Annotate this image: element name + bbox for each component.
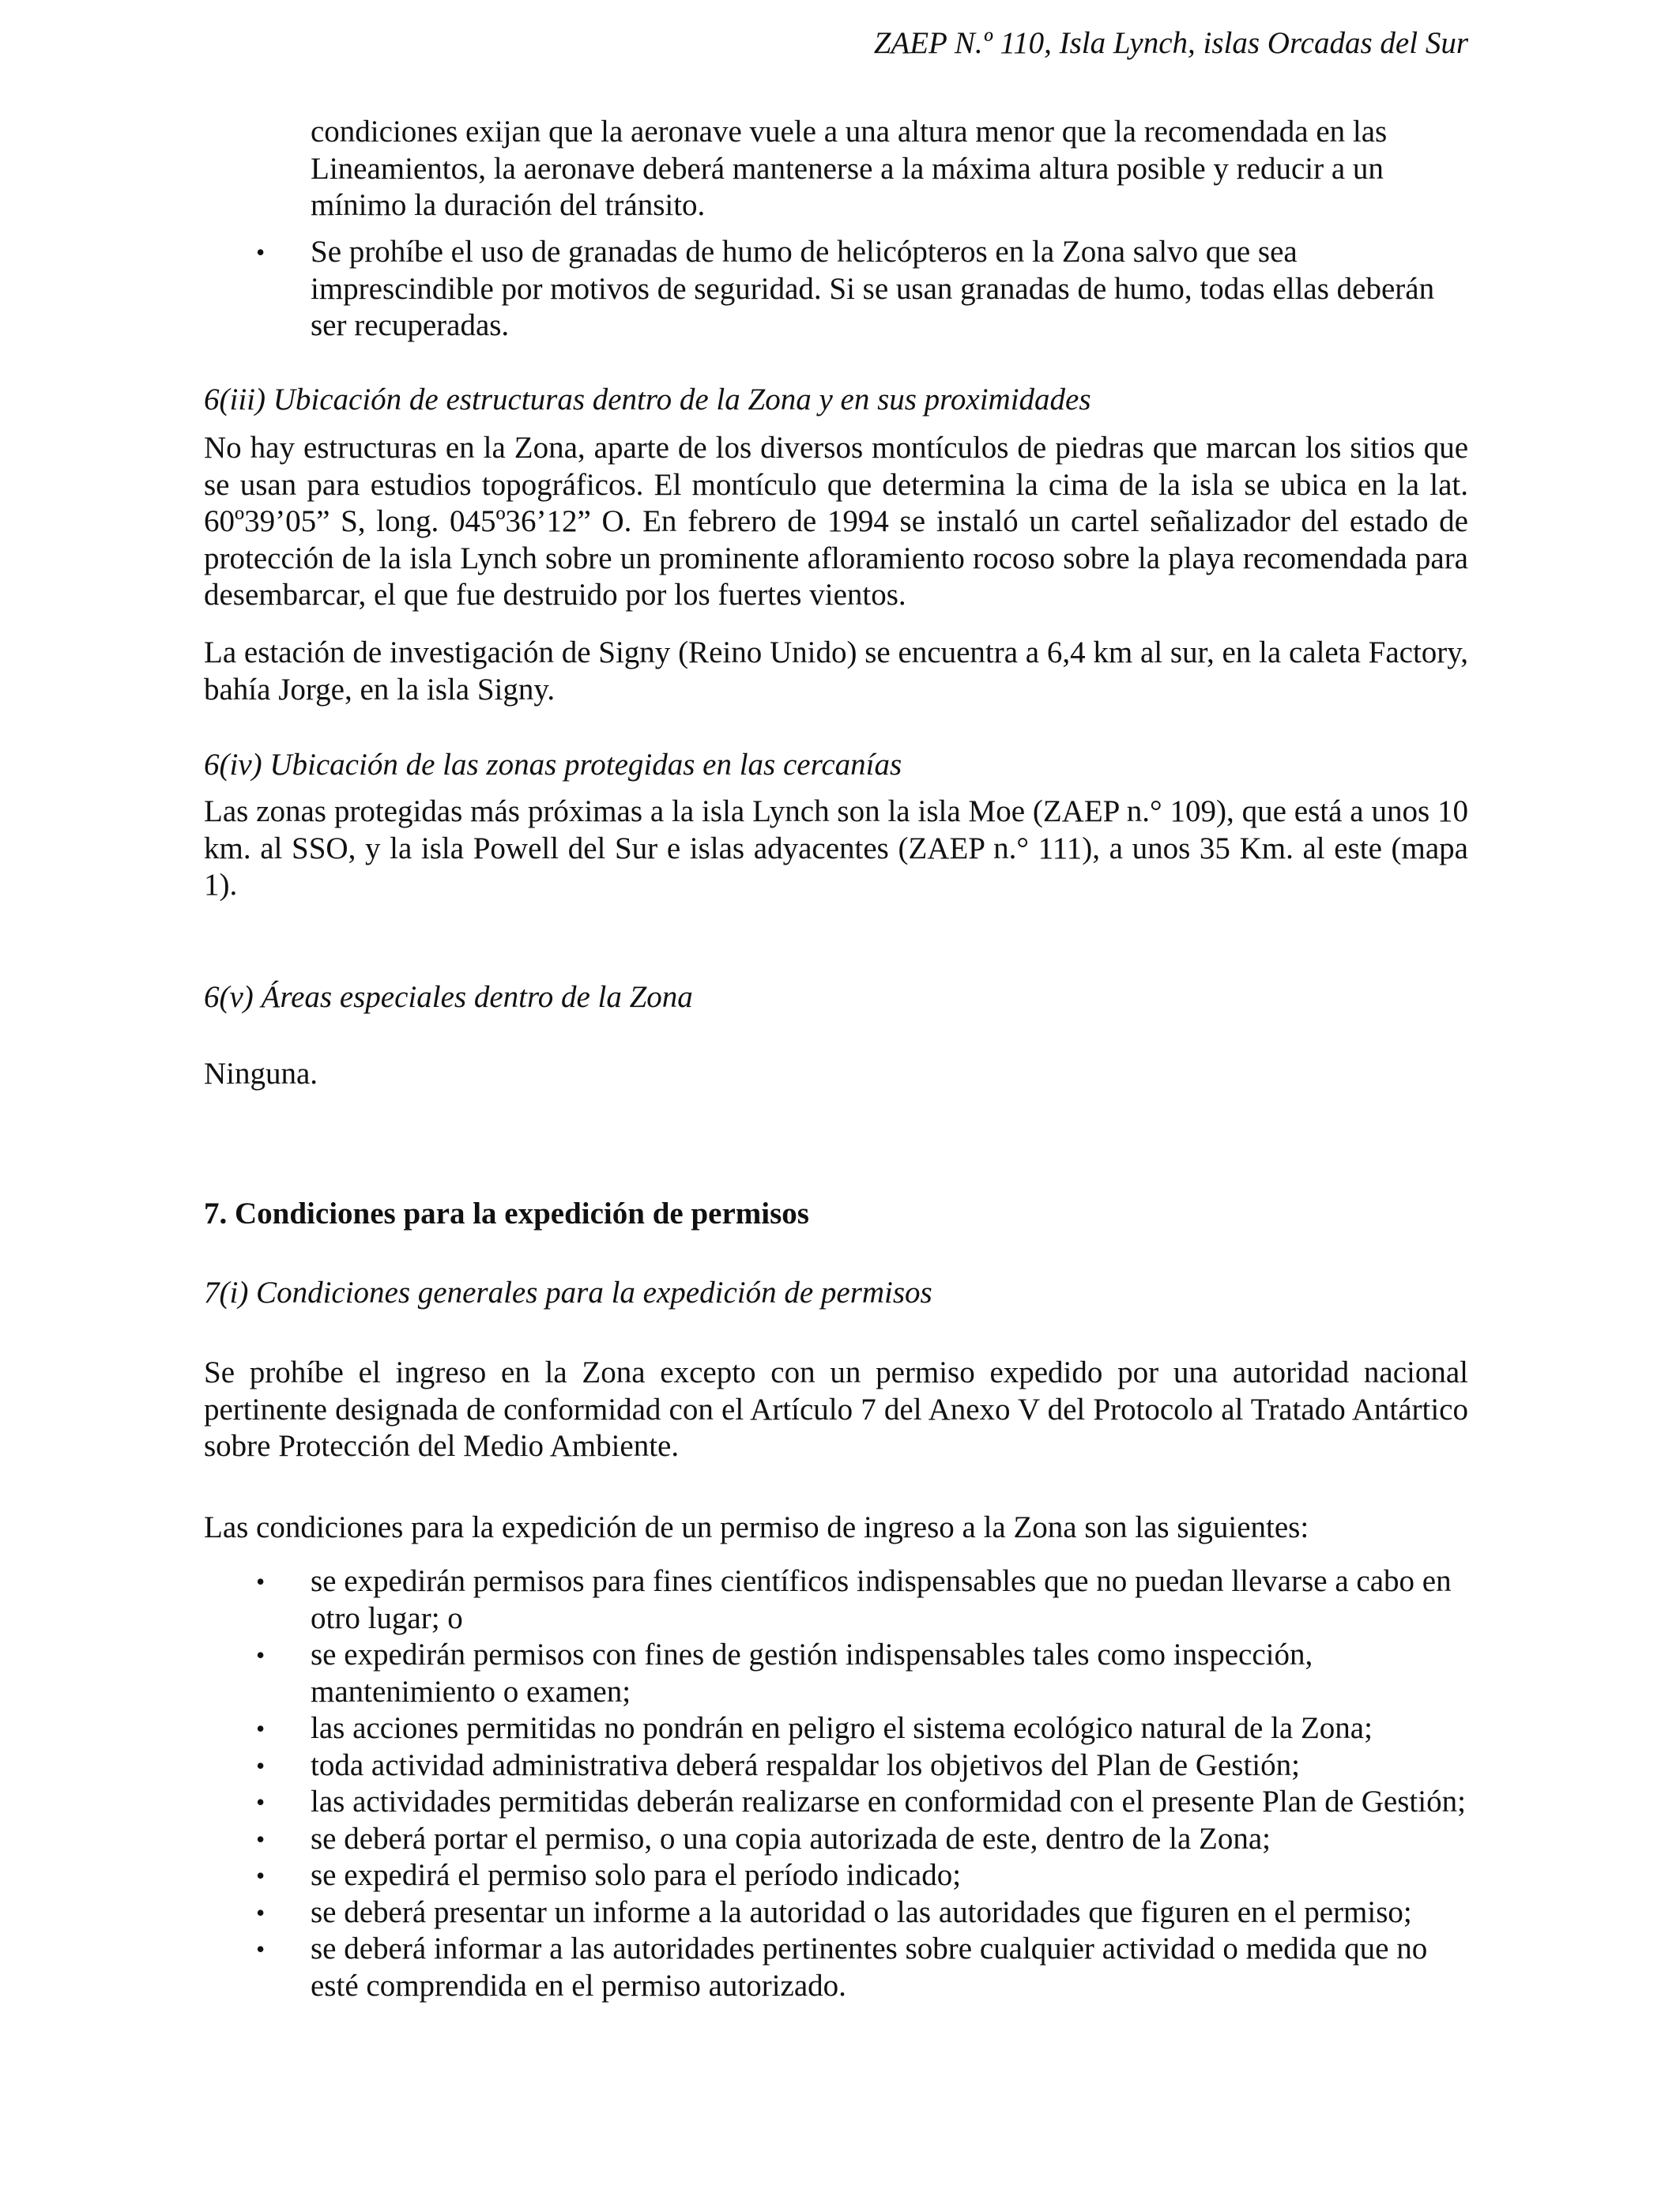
- list-item: [204, 1563, 1468, 1637]
- bullet-icon: •: [256, 1788, 266, 1816]
- paragraph-7i-conditions-intro: Las condiciones para la expedición de un permiso de ingreso a la Zona son las siguientes:: [204, 1510, 1309, 1544]
- paragraph-7i-entry-prohibited: Se prohíbe el ingreso en la Zona excepto con un permiso expedido por una autoridad nacional pertinente designada de conformidad con el Artículo 7 del Anexo V del Protocolo al Tratado Antártico sobre Protección del Medio Ambiente.: [204, 1355, 1468, 1463]
- continuation-paragraph: condiciones exijan que la aeronave vuele a una altura menor que la recomendada en las Lineamientos, la aeronave deberá mantenerse a la máxima altura posible y reducir a un mínimo la duración del tránsito.: [311, 115, 1388, 222]
- list-item: [204, 1637, 1468, 1710]
- paragraph-6v-none: Ninguna.: [204, 1057, 318, 1091]
- top-bullet-list: [204, 234, 1468, 345]
- running-header: ZAEP N.º 110, Isla Lynch, islas Orcadas del Sur: [873, 26, 1468, 60]
- list-item: [204, 1857, 1468, 1894]
- list-item: [204, 1894, 1468, 1932]
- bullet-icon: •: [256, 1861, 266, 1890]
- list-item: [204, 1747, 1468, 1785]
- list-item: [204, 234, 1468, 345]
- bullet-icon: •: [256, 1567, 266, 1596]
- list-item: [204, 1821, 1468, 1858]
- list-item-text: las acciones permitidas no pondrán en peligro el sistema ecológico natural de la Zona;: [311, 1711, 1373, 1745]
- list-item-text: toda actividad administrativa deberá respaldar los objetivos del Plan de Gestión;: [311, 1747, 1300, 1782]
- bullet-icon: •: [256, 1898, 266, 1927]
- paragraph-6iv-nearby-zones: Las zonas protegidas más próximas a la isla Lynch son la isla Moe (ZAEP n.° 109), que está a unos 10 km. al SSO, y la isla Powell del Sur e islas adyacentes (ZAEP n.° 111), a unos 35 Km. al este (mapa 1).: [204, 794, 1468, 902]
- list-item-text: las actividades permitidas deberán realizarse en conformidad con el presente Plan de Gestión;: [311, 1785, 1466, 1819]
- section-heading-6iv: 6(iv) Ubicación de las zonas protegidas en las cercanías: [204, 748, 902, 782]
- list-item: [204, 1710, 1468, 1747]
- bullet-icon: •: [256, 1641, 266, 1669]
- list-item-text: Se prohíbe el uso de granadas de humo de helicópteros en la Zona salvo que sea imprescindible por motivos de seguridad. Si se usan granadas de humo, todas ellas deberán ser recuperadas.: [311, 235, 1435, 342]
- section-heading-6iii: 6(iii) Ubicación de estructuras dentro de la Zona y en sus proximidades: [204, 383, 1091, 417]
- paragraph-6iii-signy-station: La estación de investigación de Signy (Reino Unido) se encuentra a 6,4 km al sur, en la caleta Factory, bahía Jorge, en la isla Signy.: [204, 635, 1468, 707]
- paragraph-6iii-structures: No hay estructuras en la Zona, aparte de los diversos montículos de piedras que marcan los sitios que se usan para estudios topográficos. El montículo que determina la cima de la isla se ubica en la lat. 60º39’05” S, long. 045º36’12” O. En febrero de 1994 se instaló un cartel señalizador del estado de protección de la isla Lynch sobre un prominente afloramiento rocoso sobre la playa recomendada para desembarcar, el que fue destruido por los fuertes vientos.: [204, 431, 1468, 612]
- list-item-text: se expedirá el permiso solo para el período indicado;: [311, 1858, 962, 1892]
- permit-conditions-list: [204, 1563, 1468, 2004]
- bullet-icon: •: [256, 1935, 266, 1963]
- list-item-text: se deberá informar a las autoridades pertinentes sobre cualquier actividad o medida que no esté comprendida en el permiso autorizado.: [311, 1932, 1428, 2003]
- list-item-text: se deberá portar el permiso, o una copia autorizada de este, dentro de la Zona;: [311, 1821, 1271, 1856]
- bullet-icon: •: [256, 238, 266, 266]
- list-item: [204, 1931, 1468, 2004]
- section-heading-7: 7. Condiciones para la expedición de permisos: [204, 1197, 809, 1231]
- bullet-icon: •: [256, 1714, 266, 1743]
- section-subheading-7i: 7(i) Condiciones generales para la expedición de permisos: [204, 1276, 932, 1310]
- list-item: [204, 1784, 1468, 1821]
- list-item-text: se expedirán permisos para fines científicos indispensables que no puedan llevarse a cabo en otro lugar; o: [311, 1564, 1452, 1635]
- bullet-icon: •: [256, 1751, 266, 1780]
- list-item-text: se deberá presentar un informe a la autoridad o las autoridades que figuren en el permiso;: [311, 1894, 1412, 1929]
- section-heading-6v: 6(v) Áreas especiales dentro de la Zona: [204, 980, 693, 1014]
- list-item-text: se expedirán permisos con fines de gestión indispensables tales como inspección, mantenimiento o examen;: [311, 1638, 1313, 1709]
- bullet-icon: •: [256, 1824, 266, 1853]
